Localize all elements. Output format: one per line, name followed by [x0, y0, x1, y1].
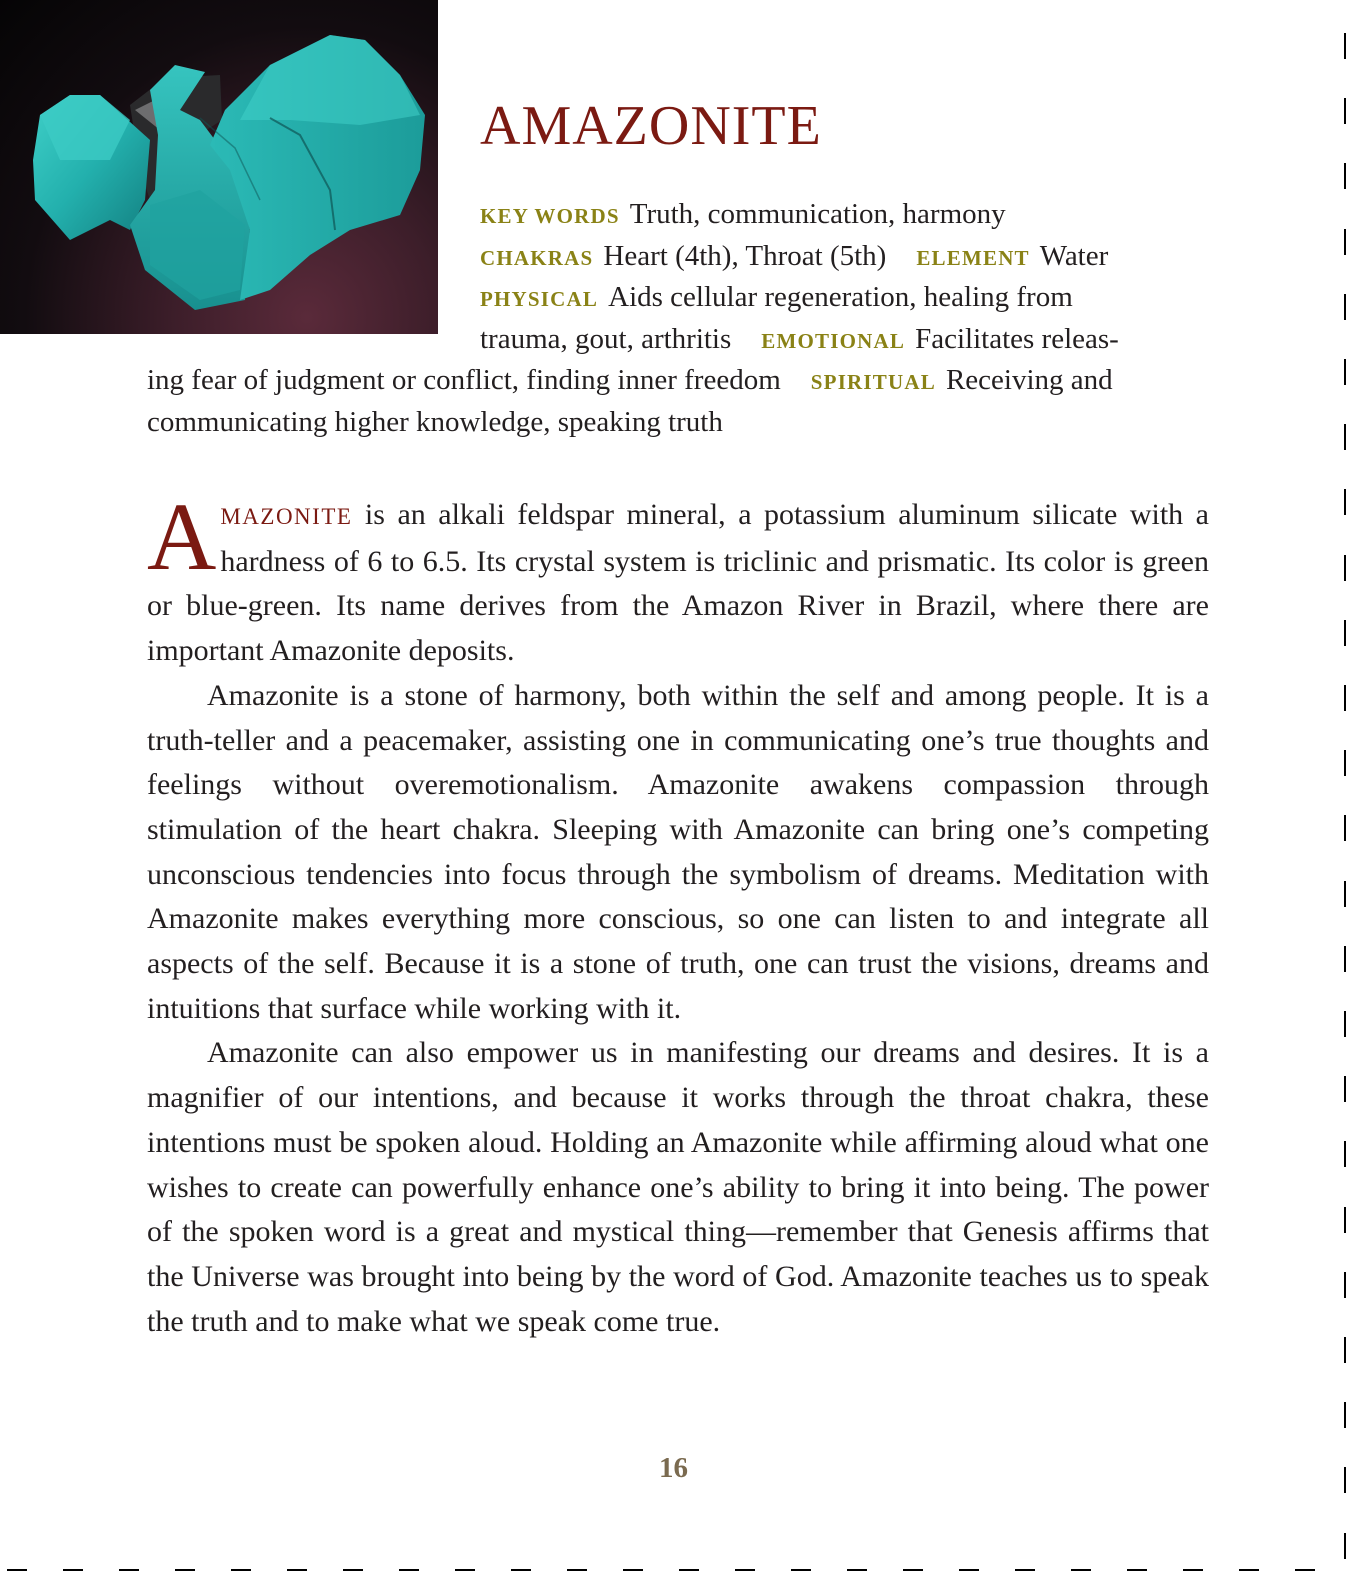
paragraph-1-text: is an alkali feldspar mineral, a potassium aluminum silicate with a hardness of 6 to 6.5. Its crystal system is triclinic and prismatic. Its color is green or blue-green. Its name derives from the Amazon River in Brazil, where there are important Amazonite deposits.	[147, 498, 1209, 668]
chakras-value: Heart (4th), Throat (5th)	[603, 239, 887, 272]
crop-mark-bottom	[7, 1569, 27, 1571]
emotional-label: EMOTIONAL	[761, 328, 906, 353]
crop-mark-bottom	[567, 1569, 587, 1571]
attr-line-physical-emotional	[147, 319, 1209, 361]
body-text	[147, 483, 1209, 1344]
crop-mark-right	[1344, 98, 1346, 124]
crop-mark-bottom	[791, 1569, 811, 1571]
crop-mark-right	[1344, 1402, 1346, 1428]
crop-mark-bottom	[735, 1569, 755, 1571]
stone-attributes	[147, 194, 1209, 443]
crop-mark-right	[1344, 229, 1346, 255]
crop-mark-bottom	[1015, 1569, 1035, 1571]
paragraph-3: Amazonite can also empower us in manifesting our dreams and desires. It is a magnifier of our intentions, and because it works through the throat chakra, these intentions must be spoken aloud. Holding an Amazonite while affirming aloud what one wishes to create can powerfully enhance one’s ability to bring it into being. The power of the spoken word is a great and mystical thing—remember that Genesis affirms that the Universe was brought into being by the word of God. Amazonite teaches us to speak the truth and to make what we speak come true.	[147, 1036, 1209, 1338]
spiritual-label: SPIRITUAL	[810, 370, 936, 394]
crop-mark-right	[1344, 33, 1346, 59]
attr-line-keywords	[147, 194, 1209, 236]
crop-mark-bottom	[959, 1569, 979, 1571]
crop-mark-bottom	[231, 1569, 251, 1571]
attr-line-chakras	[147, 236, 1209, 278]
crop-mark-bottom	[119, 1569, 139, 1571]
crop-mark-right	[1344, 163, 1346, 189]
crop-mark-bottom	[903, 1569, 923, 1571]
crop-mark-right	[1344, 359, 1346, 385]
element-label: ELEMENT	[916, 245, 1030, 270]
crop-mark-right	[1344, 750, 1346, 776]
attr-line-spiritual	[147, 402, 1209, 444]
element-value: Water	[1039, 239, 1109, 272]
crop-mark-right	[1344, 815, 1346, 841]
chakras-label: CHAKRAS	[480, 245, 594, 270]
attr-line-physical	[147, 277, 1209, 319]
crop-mark-right	[1344, 1207, 1346, 1233]
crop-mark-bottom	[679, 1569, 699, 1571]
crop-mark-right	[1344, 1467, 1346, 1493]
crop-mark-bottom	[343, 1569, 363, 1571]
smallcaps-lead: MAZONITE	[220, 504, 353, 529]
drop-cap: A	[147, 483, 217, 590]
physical-value-2: trauma, gout, arthritis	[480, 322, 732, 355]
crop-mark-bottom	[287, 1569, 307, 1571]
crop-mark-bottom	[511, 1569, 531, 1571]
crop-mark-right	[1344, 1141, 1346, 1167]
attr-line-emotional-spiritual	[147, 360, 1209, 402]
crop-mark-bottom	[1295, 1569, 1315, 1571]
crop-mark-right	[1344, 555, 1346, 581]
crop-mark-bottom	[1239, 1569, 1259, 1571]
crop-mark-bottom	[847, 1569, 867, 1571]
page-number: 16	[659, 1452, 688, 1484]
keywords-value: Truth, communication, harmony	[629, 198, 1006, 230]
crop-mark-right	[1344, 620, 1346, 646]
emotional-value-1: Facilitates releas-	[915, 322, 1119, 355]
paragraph-2: Amazonite is a stone of harmony, both within the self and among people. It is a truth-teller and a peacemaker, assisting one in communicating one’s true thoughts and feelings without overemotionalism. Amazonite awakens compassion through stimulation of the heart chakra. Sleeping with Amazonite can bring one’s competing unconscious tendencies into focus through the symbolism of dreams. Meditation with Amazonite makes everything more conscious, so one can listen to and integrate all aspects of the self. Because it is a stone of truth, one can trust the visions, dreams and intuitions that surface while working with it.	[147, 678, 1209, 1025]
crop-mark-bottom	[1183, 1569, 1203, 1571]
crop-mark-right	[1344, 1533, 1346, 1559]
crop-mark-bottom	[175, 1569, 195, 1571]
crop-mark-right	[1344, 881, 1346, 907]
spiritual-value-2: communicating higher knowledge, speaking truth	[147, 405, 723, 438]
spiritual-value-1: Receiving and	[945, 364, 1113, 396]
crop-mark-right	[1344, 1011, 1346, 1037]
crop-mark-right	[1344, 946, 1346, 972]
crop-mark-right	[1344, 424, 1346, 450]
crop-mark-right	[1344, 685, 1346, 711]
physical-label: PHYSICAL	[480, 287, 599, 311]
physical-value-1: Aids cellular regeneration, healing from	[608, 281, 1073, 313]
crop-mark-bottom	[455, 1569, 475, 1571]
crop-mark-bottom	[399, 1569, 419, 1571]
crop-mark-bottom	[1127, 1569, 1147, 1571]
crop-mark-right	[1344, 1337, 1346, 1363]
page-title: AMAZONITE	[480, 95, 822, 157]
crop-mark-right	[1344, 1272, 1346, 1298]
paragraph-1	[147, 483, 1209, 674]
crop-mark-bottom	[623, 1569, 643, 1571]
crop-mark-bottom	[1071, 1569, 1091, 1571]
crop-mark-right	[1344, 1076, 1346, 1102]
keywords-label: KEY WORDS	[480, 204, 620, 228]
crop-mark-right	[1344, 489, 1346, 515]
emotional-value-2: ing fear of judgment or conflict, finding inner freedom	[147, 364, 781, 396]
crop-mark-right	[1344, 294, 1346, 320]
crop-mark-bottom	[63, 1569, 83, 1571]
